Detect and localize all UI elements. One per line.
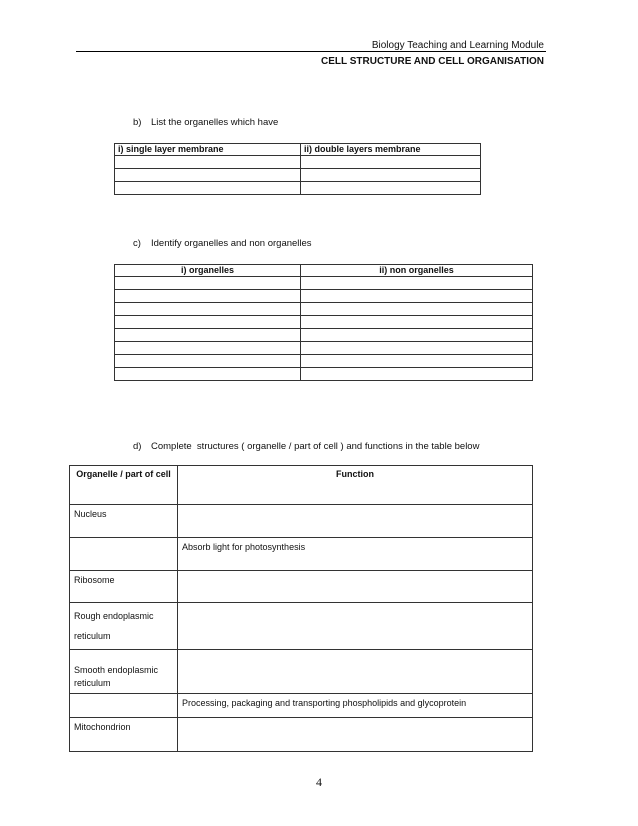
table-row: [115, 342, 533, 355]
single-membrane-header: i) single layer membrane: [115, 144, 301, 156]
structure-header: Organelle / part of cell: [70, 466, 178, 505]
answer-cell[interactable]: [301, 355, 533, 368]
answer-cell[interactable]: [301, 156, 481, 169]
answer-cell[interactable]: [115, 316, 301, 329]
function-cell[interactable]: [178, 571, 533, 603]
answer-cell[interactable]: [115, 303, 301, 316]
table-row: [70, 603, 533, 650]
organelles-header: i) organelles: [115, 265, 301, 277]
question-c-letter: c): [133, 238, 141, 249]
table-row: [115, 355, 533, 368]
table-row: [70, 718, 533, 752]
answer-cell[interactable]: [115, 277, 301, 290]
answer-cell[interactable]: [301, 368, 533, 381]
question-d-letter: d): [133, 441, 142, 452]
structure-cell[interactable]: Nucleus: [70, 505, 178, 538]
answer-cell[interactable]: [115, 182, 301, 195]
answer-cell[interactable]: [115, 290, 301, 303]
answer-cell[interactable]: [301, 277, 533, 290]
page-number: 4: [316, 775, 322, 789]
function-header: Function: [178, 466, 533, 505]
answer-cell[interactable]: [301, 182, 481, 195]
table-row: [115, 303, 533, 316]
membrane-table: [114, 143, 481, 195]
function-cell[interactable]: [178, 603, 533, 650]
non-organelles-header: ii) non organelles: [301, 265, 533, 277]
question-d: [133, 441, 479, 452]
table-row: [115, 316, 533, 329]
double-membrane-header: ii) double layers membrane: [301, 144, 481, 156]
question-c: [133, 238, 312, 249]
question-b-text: List the organelles which have: [151, 117, 279, 128]
function-cell[interactable]: [178, 505, 533, 538]
answer-cell[interactable]: [115, 169, 301, 182]
table-row: [70, 650, 533, 694]
question-c-text: Identify organelles and non organelles: [151, 238, 312, 249]
table-row: [115, 368, 533, 381]
structure-function-table: [69, 465, 533, 752]
structure-cell[interactable]: [70, 538, 178, 571]
answer-cell[interactable]: [115, 156, 301, 169]
function-cell[interactable]: Absorb light for photosynthesis: [178, 538, 533, 571]
organelle-classification-table: [114, 264, 533, 381]
answer-cell[interactable]: [301, 290, 533, 303]
table-row: [115, 329, 533, 342]
structure-cell[interactable]: Smooth endoplasmic reticulum: [70, 650, 178, 694]
structure-cell[interactable]: Ribosome: [70, 571, 178, 603]
answer-cell[interactable]: [301, 342, 533, 355]
function-cell[interactable]: Processing, packaging and transporting phospholipids and glycoprotein: [178, 694, 533, 718]
table-row: [115, 290, 533, 303]
table-row: [70, 694, 533, 718]
table-row: [70, 538, 533, 571]
question-b: [133, 117, 278, 128]
table-row: [70, 505, 533, 538]
answer-cell[interactable]: [115, 342, 301, 355]
chapter-title: CELL STRUCTURE AND CELL ORGANISATION: [321, 56, 544, 67]
answer-cell[interactable]: [301, 303, 533, 316]
header-divider: [76, 51, 546, 52]
answer-cell[interactable]: [301, 316, 533, 329]
answer-cell[interactable]: [301, 329, 533, 342]
structure-cell[interactable]: Rough endoplasmic reticulum: [70, 603, 178, 650]
answer-cell[interactable]: [115, 329, 301, 342]
question-d-text: Complete structures ( organelle / part of cell ) and functions in the table below: [151, 441, 480, 452]
function-cell[interactable]: [178, 650, 533, 694]
answer-cell[interactable]: [301, 169, 481, 182]
table-row: [115, 156, 481, 169]
question-b-letter: b): [133, 117, 142, 128]
table-row: [70, 571, 533, 603]
module-title: Biology Teaching and Learning Module: [371, 40, 544, 51]
function-cell[interactable]: [178, 718, 533, 752]
answer-cell[interactable]: [115, 368, 301, 381]
structure-cell[interactable]: Mitochondrion: [70, 718, 178, 752]
answer-cell[interactable]: [115, 355, 301, 368]
table-row: [115, 277, 533, 290]
table-row: [115, 169, 481, 182]
structure-cell[interactable]: [70, 694, 178, 718]
table-row: [115, 182, 481, 195]
